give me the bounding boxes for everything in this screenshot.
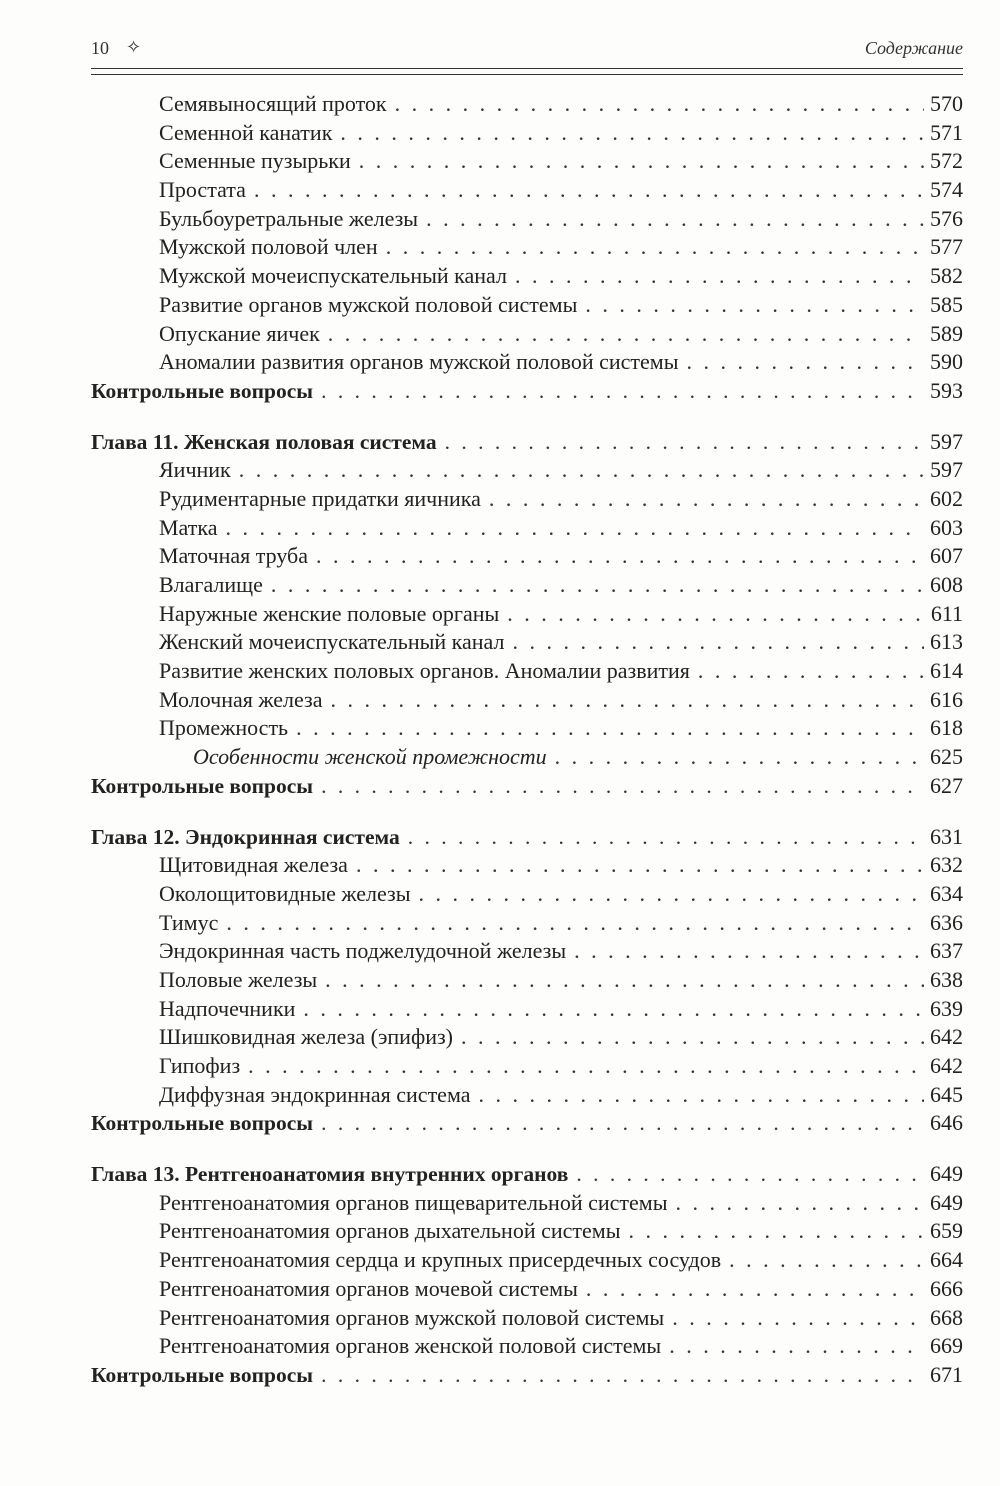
dot-leader bbox=[445, 428, 924, 457]
dot-leader bbox=[576, 1160, 924, 1189]
toc-entry[interactable] bbox=[91, 348, 963, 377]
entry-title: Гипофиз bbox=[159, 1053, 241, 1078]
entry-page-number: 570 bbox=[930, 91, 963, 116]
dot-leader bbox=[321, 1109, 924, 1138]
running-header bbox=[91, 38, 963, 62]
dot-leader bbox=[478, 1081, 924, 1110]
entry-page-number: 636 bbox=[930, 909, 963, 935]
toc-entry[interactable] bbox=[91, 205, 963, 234]
entry-page-number: 625 bbox=[930, 744, 963, 770]
toc-entry[interactable] bbox=[91, 456, 963, 485]
entry-page-number: 577 bbox=[930, 234, 963, 260]
dot-leader bbox=[585, 291, 924, 320]
entry-title: Влагалище bbox=[159, 572, 263, 597]
entry-title: Мужской мочеиспускательный канал bbox=[159, 263, 507, 289]
dot-leader bbox=[461, 1023, 924, 1052]
toc-heading-entry[interactable] bbox=[91, 1160, 963, 1189]
toc-section bbox=[91, 90, 963, 406]
toc-entry[interactable] bbox=[91, 686, 963, 715]
entry-page-number: 602 bbox=[930, 485, 963, 511]
entry-title: Рентгеноанатомия органов пищеварительной системы bbox=[159, 1189, 668, 1215]
entry-title: Женский мочеиспускательный канал bbox=[159, 629, 505, 655]
entry-title: Аномалии развития органов мужской половой системы bbox=[159, 349, 679, 375]
dot-leader bbox=[698, 657, 924, 686]
entry-title: Развитие женских половых органов. Аномалии развития bbox=[159, 658, 690, 684]
toc-entry[interactable] bbox=[91, 176, 963, 205]
toc-entry[interactable] bbox=[91, 233, 963, 262]
entry-page-number: 659 bbox=[930, 1218, 963, 1244]
dot-leader bbox=[426, 205, 924, 234]
entry-title: Контрольные вопросы bbox=[91, 1111, 314, 1136]
entry-title: Маточная труба bbox=[159, 543, 308, 569]
toc-entry[interactable] bbox=[91, 147, 963, 176]
dot-leader bbox=[239, 456, 924, 485]
entry-title: Семенной канатик bbox=[159, 119, 333, 145]
entry-page-number: 642 bbox=[930, 1024, 963, 1050]
toc-entry[interactable] bbox=[91, 90, 963, 119]
toc-entry[interactable] bbox=[91, 995, 963, 1024]
page-number: 10 bbox=[91, 38, 109, 58]
toc-heading-entry[interactable] bbox=[91, 1109, 963, 1138]
toc-entry[interactable] bbox=[91, 571, 963, 600]
entry-title: Семявыносящий проток bbox=[159, 91, 387, 116]
dot-leader bbox=[729, 1246, 924, 1275]
entry-title: Рентгеноанатомия органов женской половой системы bbox=[159, 1333, 662, 1359]
entry-page-number: 614 bbox=[930, 658, 963, 684]
dot-leader bbox=[489, 485, 924, 514]
entry-page-number: 638 bbox=[930, 966, 963, 992]
entry-title: Бульбоуретральные железы bbox=[159, 205, 419, 231]
entry-page-number: 649 bbox=[930, 1161, 963, 1187]
entry-page-number: 631 bbox=[930, 823, 963, 849]
dot-leader bbox=[419, 880, 924, 909]
entry-title: Глава 12. Эндокринная система bbox=[91, 824, 400, 849]
entry-page-number: 597 bbox=[930, 457, 963, 483]
toc-entry[interactable] bbox=[91, 1304, 963, 1333]
entry-title: Опускание яичек bbox=[159, 320, 320, 346]
dot-leader bbox=[316, 542, 924, 571]
toc-entry[interactable] bbox=[91, 966, 963, 995]
toc-entry[interactable] bbox=[91, 1081, 963, 1110]
entry-page-number: 572 bbox=[930, 148, 963, 174]
entry-page-number: 634 bbox=[930, 880, 963, 906]
dot-leader bbox=[675, 1189, 924, 1218]
dot-leader bbox=[271, 571, 924, 600]
toc-entry[interactable] bbox=[91, 600, 963, 629]
entry-page-number: 616 bbox=[930, 686, 963, 712]
toc-entry[interactable] bbox=[91, 1332, 963, 1361]
entry-page-number: 593 bbox=[930, 377, 963, 403]
entry-page-number: 608 bbox=[930, 572, 963, 597]
entry-title: Околощитовидные железы bbox=[159, 880, 411, 906]
dot-leader bbox=[321, 772, 924, 801]
entry-title: Контрольные вопросы bbox=[91, 773, 314, 798]
entry-page-number: 603 bbox=[930, 514, 963, 540]
dot-leader bbox=[408, 823, 924, 852]
dot-leader bbox=[515, 262, 924, 291]
dot-leader bbox=[628, 1217, 924, 1246]
entry-page-number: 574 bbox=[930, 177, 963, 203]
entry-page-number: 639 bbox=[930, 995, 963, 1021]
entry-title: Шишковидная железа (эпифиз) bbox=[159, 1024, 453, 1050]
dot-leader bbox=[296, 714, 924, 743]
entry-page-number: 666 bbox=[930, 1275, 963, 1301]
running-title: Содержание bbox=[864, 38, 963, 58]
entry-title: Контрольные вопросы bbox=[91, 1362, 314, 1387]
entry-page-number: 649 bbox=[930, 1189, 963, 1215]
toc-entry[interactable] bbox=[91, 1275, 963, 1304]
entry-page-number: 589 bbox=[930, 320, 963, 346]
toc-entry[interactable] bbox=[91, 1052, 963, 1081]
dot-leader bbox=[254, 176, 924, 205]
entry-title: Молочная железа bbox=[159, 686, 323, 712]
dot-leader bbox=[303, 995, 924, 1024]
entry-title: Развитие органов мужской половой системы bbox=[159, 291, 578, 317]
dot-leader bbox=[340, 119, 924, 148]
dot-leader bbox=[248, 1052, 924, 1081]
toc-section bbox=[91, 428, 963, 801]
entry-title: Эндокринная часть поджелудочной железы bbox=[159, 938, 567, 964]
header-rule-thin bbox=[91, 74, 963, 75]
toc-entry[interactable] bbox=[91, 880, 963, 909]
entry-title: Рентгеноанатомия органов мужской половой системы bbox=[159, 1304, 665, 1330]
entry-page-number: 585 bbox=[930, 291, 963, 317]
entry-title: Мужской половой член bbox=[159, 234, 378, 260]
toc-heading-entry[interactable] bbox=[91, 823, 963, 852]
entry-page-number: 611 bbox=[930, 600, 963, 626]
entry-title: Рентгеноанатомия сердца и крупных присердечных сосудов bbox=[159, 1247, 722, 1273]
toc-entry[interactable] bbox=[91, 851, 963, 880]
entry-title: Наружные женские половые органы bbox=[159, 600, 500, 626]
toc-entry[interactable] bbox=[91, 1189, 963, 1218]
toc-entry[interactable] bbox=[91, 937, 963, 966]
toc-heading-entry[interactable] bbox=[91, 428, 963, 457]
entry-page-number: 637 bbox=[930, 938, 963, 964]
entry-title: Надпочечники bbox=[159, 995, 296, 1021]
toc-entry[interactable] bbox=[91, 320, 963, 349]
dot-leader bbox=[321, 377, 924, 406]
toc-entry[interactable] bbox=[91, 542, 963, 571]
toc-entry[interactable] bbox=[91, 514, 963, 543]
entry-page-number: 582 bbox=[930, 263, 963, 289]
toc-heading-entry[interactable] bbox=[91, 1361, 963, 1390]
toc-entry[interactable] bbox=[91, 1246, 963, 1275]
entry-page-number: 671 bbox=[930, 1361, 963, 1387]
entry-page-number: 627 bbox=[930, 772, 963, 798]
entry-title: Глава 11. Женская половая система bbox=[91, 429, 437, 454]
entry-title: Матка bbox=[159, 514, 218, 540]
dot-leader bbox=[513, 628, 925, 657]
entry-page-number: 576 bbox=[930, 205, 963, 231]
ornament-icon: ✧ bbox=[126, 37, 142, 57]
dot-leader bbox=[331, 686, 925, 715]
toc-section bbox=[91, 1160, 963, 1390]
entry-title: Диффузная эндокринная система bbox=[159, 1081, 471, 1107]
entry-page-number: 618 bbox=[930, 715, 963, 741]
toc-heading-entry[interactable] bbox=[91, 772, 963, 801]
dot-leader bbox=[669, 1332, 924, 1361]
dot-leader bbox=[586, 1275, 924, 1304]
entry-page-number: 607 bbox=[930, 543, 963, 569]
dot-leader bbox=[226, 514, 925, 543]
toc-subentry[interactable] bbox=[91, 743, 963, 772]
entry-page-number: 668 bbox=[930, 1304, 963, 1330]
entry-page-number: 645 bbox=[930, 1081, 963, 1107]
dot-leader bbox=[507, 600, 925, 629]
dot-leader bbox=[386, 233, 924, 262]
entry-page-number: 664 bbox=[930, 1247, 963, 1273]
entry-page-number: 642 bbox=[930, 1053, 963, 1078]
header-rule-thick bbox=[91, 68, 963, 69]
toc-section bbox=[91, 823, 963, 1139]
entry-title: Промежность bbox=[159, 715, 289, 741]
entry-page-number: 632 bbox=[930, 852, 963, 878]
entry-title: Контрольные вопросы bbox=[91, 378, 314, 403]
toc-heading-entry[interactable] bbox=[91, 377, 963, 406]
dot-leader bbox=[555, 743, 924, 772]
entry-title: Щитовидная железа bbox=[159, 852, 348, 878]
dot-leader bbox=[226, 909, 924, 938]
entry-title: Особенности женской промежности bbox=[193, 744, 547, 770]
entry-title: Яичник bbox=[159, 457, 231, 483]
toc-entry[interactable] bbox=[91, 262, 963, 291]
entry-title: Семенные пузырьки bbox=[159, 148, 351, 174]
dot-leader bbox=[686, 348, 924, 377]
dot-leader bbox=[395, 90, 924, 119]
entry-title: Глава 13. Рентгеноанатомия внутренних органов bbox=[91, 1162, 569, 1187]
entry-page-number: 646 bbox=[930, 1110, 963, 1136]
toc-entry[interactable] bbox=[91, 291, 963, 320]
toc-entry[interactable] bbox=[91, 1023, 963, 1052]
toc-entry[interactable] bbox=[91, 909, 963, 938]
toc-entry[interactable] bbox=[91, 1217, 963, 1246]
dot-leader bbox=[356, 851, 924, 880]
entry-title: Простата bbox=[159, 177, 246, 203]
entry-page-number: 613 bbox=[930, 629, 963, 655]
toc-entry[interactable] bbox=[91, 485, 963, 514]
entry-page-number: 669 bbox=[930, 1333, 963, 1359]
entry-title: Половые железы bbox=[159, 966, 318, 992]
entry-title: Рудиментарные придатки яичника bbox=[159, 485, 481, 511]
entry-page-number: 571 bbox=[930, 119, 963, 145]
dot-leader bbox=[574, 937, 924, 966]
table-of-contents bbox=[91, 90, 963, 1390]
dot-leader bbox=[328, 320, 924, 349]
dot-leader bbox=[672, 1304, 924, 1333]
toc-entry[interactable] bbox=[91, 119, 963, 148]
entry-title: Рентгеноанатомия органов мочевой системы bbox=[159, 1275, 578, 1301]
toc-entry[interactable] bbox=[91, 714, 963, 743]
entry-page-number: 590 bbox=[930, 349, 963, 375]
dot-leader bbox=[325, 966, 924, 995]
entry-title: Рентгеноанатомия органов дыхательной системы bbox=[159, 1218, 621, 1244]
toc-entry[interactable] bbox=[91, 657, 963, 686]
entry-page-number: 597 bbox=[930, 428, 963, 454]
dot-leader bbox=[359, 147, 924, 176]
toc-entry[interactable] bbox=[91, 628, 963, 657]
dot-leader bbox=[321, 1361, 924, 1390]
entry-title: Тимус bbox=[159, 909, 219, 935]
